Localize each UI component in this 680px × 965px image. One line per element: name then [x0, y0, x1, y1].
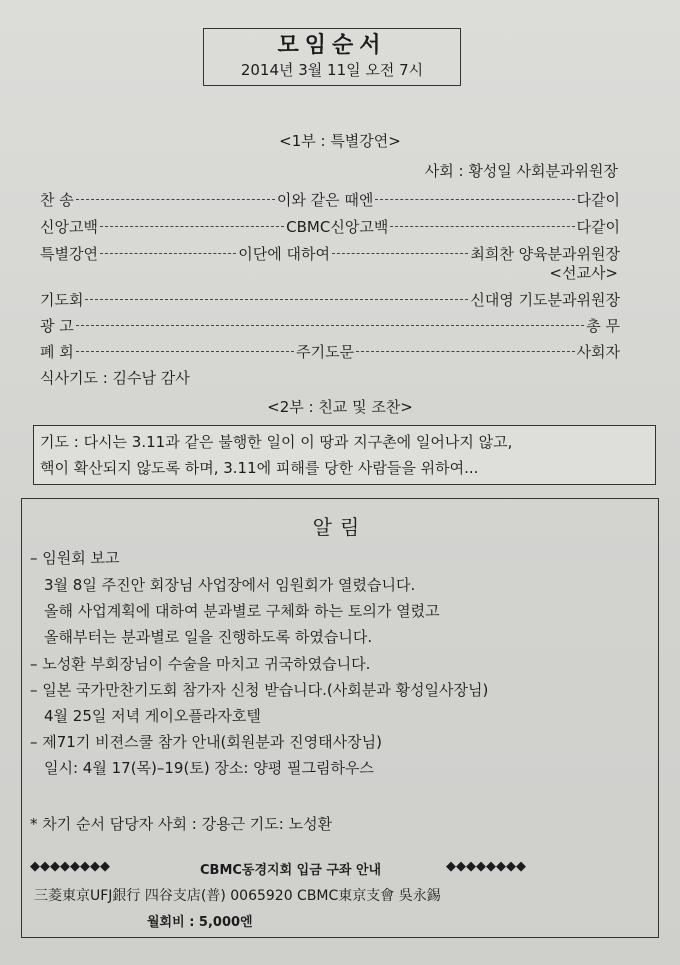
program-leader: 총 무 [586, 316, 620, 335]
page-title: 모임순서 [277, 33, 387, 58]
program-label: 기도회 [40, 290, 84, 309]
next-duty: * 차기 순서 담당자 사회 : 강용근 기도: 노성환 [30, 815, 333, 833]
dash-leader [76, 199, 275, 200]
program-middle: 이와 같은 때엔 [276, 190, 374, 209]
program-leader: 다같이 [576, 217, 620, 236]
notice-line: 올해부터는 분과별로 일을 진행하도록 하였습니다. [44, 628, 373, 646]
notice-line: – 제71기 비젼스쿨 참가 안내(회원분과 진영태사장님) [30, 733, 382, 751]
notice-line: 일시: 4월 17(목)–19(토) 장소: 양평 필그림하우스 [44, 759, 374, 777]
notice-line: 올해 사업계획에 대하여 분과별로 구체화 하는 토의가 열렸고 [44, 602, 440, 620]
program-label: 특별강연 [40, 244, 98, 263]
monthly-fee: 월회비 : 5,000엔 [147, 915, 253, 930]
dash-leader [100, 253, 236, 254]
dash-leader [375, 199, 574, 200]
notice-line: – 임원회 보고 [30, 549, 120, 567]
bank-info: 三菱東京UFJ銀行 四谷支店(普) 0065920 CBMC東京支會 吳永錫 [34, 888, 441, 904]
bank-heading-ornament-left: ◆◆◆◆◆◆◆◆ [30, 859, 110, 874]
notice-box [21, 498, 659, 938]
program-middle: 주기도문 [296, 342, 355, 361]
notice-line: 3월 8일 주진안 회장님 사업장에서 임원회가 열렸습니다. [44, 576, 416, 594]
program-row [40, 241, 620, 265]
program-leader: 신대영 기도분과위원장 [470, 290, 620, 309]
part1-heading: <1부 : 특별강연> [279, 132, 401, 150]
program-label: 폐 회 [40, 342, 74, 361]
part1-host: 사회 : 황성일 사회분과위원장 [424, 162, 618, 180]
speaker-note: <선교사> [549, 264, 618, 282]
dash-leader [85, 299, 468, 300]
program-label: 광 고 [40, 316, 74, 335]
bank-heading: CBMC동경지회 입금 구좌 안내 [200, 863, 382, 878]
dash-leader [332, 253, 468, 254]
notice-line: – 일본 국가만찬기도회 참가자 신청 받습니다.(사회분과 황성일사장님) [30, 681, 489, 699]
dash-leader [356, 351, 574, 352]
program-leader: 사회자 [576, 342, 621, 361]
program-row [40, 287, 620, 311]
prayer-line: 핵이 확산되지 않도록 하며, 3.11에 피해를 당한 사람들을 위하여... [40, 459, 479, 477]
notice-title: 알림 [312, 515, 368, 539]
program-row [40, 187, 620, 211]
program-middle: 이단에 대하여 [238, 244, 331, 263]
program-row [40, 214, 620, 238]
meeting-datetime: 2014년 3월 11일 오전 7시 [240, 61, 424, 79]
program-middle: CBMC신앙고백 [286, 217, 389, 236]
notice-line: – 노성환 부회장님이 수술을 마치고 귀국하였습니다. [30, 655, 371, 673]
program-row [40, 339, 620, 363]
meal-prayer: 식사기도 : 김수남 감사 [40, 369, 190, 387]
program-label: 찬 송 [40, 190, 74, 209]
notice-line: 4월 25일 저녁 게이오플라자호텔 [44, 707, 261, 725]
dash-leader [390, 226, 574, 227]
dash-leader [76, 351, 294, 352]
program-row [40, 313, 620, 337]
dash-leader [76, 325, 585, 326]
bank-heading-ornament-right: ◆◆◆◆◆◆◆◆ [446, 859, 526, 874]
prayer-line: 기도 : 다시는 3.11과 같은 불행한 일이 이 땅과 지구촌에 일어나지 않고, [40, 433, 513, 451]
prayer-box [33, 425, 656, 485]
program-label: 신앙고백 [40, 217, 98, 236]
part2-heading: <2부 : 친교 및 조찬> [267, 398, 413, 416]
program-leader: 최희찬 양육분과위원장 [470, 244, 621, 263]
dash-leader [100, 226, 284, 227]
program-leader: 다같이 [576, 190, 620, 209]
title-box [203, 28, 461, 86]
